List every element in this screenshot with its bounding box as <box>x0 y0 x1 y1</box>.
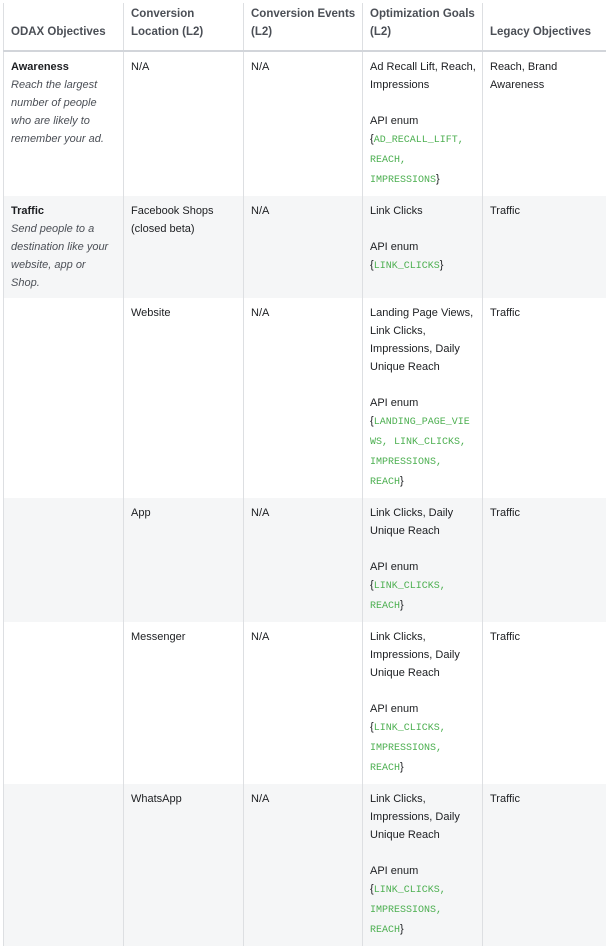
api-enum-value: REACH <box>370 925 400 936</box>
api-enum-label: API enum <box>370 700 476 718</box>
optimization-goals-text: Link Clicks, Daily Unique Reach <box>370 507 453 537</box>
api-enum-value: WS, LINK_CLICKS, <box>370 437 466 448</box>
cell-objective <box>4 622 124 784</box>
cell-objective <box>4 784 124 946</box>
table-row <box>4 298 606 498</box>
api-enum-value: REACH <box>370 763 400 774</box>
api-enum-line <box>370 920 476 940</box>
spacer <box>370 844 476 862</box>
api-enum-line <box>370 412 476 432</box>
cell-objective <box>4 196 124 298</box>
spacer <box>370 376 476 394</box>
cell-optimization-goals <box>363 498 483 622</box>
api-enum-line <box>370 758 476 778</box>
cell-conversion-location: App <box>124 498 244 622</box>
table-row <box>4 196 606 298</box>
table-row <box>4 498 606 622</box>
cell-legacy-objectives: Traffic <box>483 622 606 784</box>
objective-description: Reach the largest number of people who are likely to remember your ad. <box>11 76 117 148</box>
cell-conversion-location: Website <box>124 298 244 498</box>
api-enum-line <box>370 576 476 596</box>
cell-conversion-location: N/A <box>124 51 244 196</box>
table-row <box>4 622 606 784</box>
cell-conversion-location: Messenger <box>124 622 244 784</box>
spacer <box>370 94 476 112</box>
api-enum-line <box>370 452 476 472</box>
api-enum-line <box>370 432 476 452</box>
api-enum-line <box>370 596 476 616</box>
api-enum-value: IMPRESSIONS <box>370 175 436 186</box>
api-enum-value: LINK_CLICKS <box>374 261 440 272</box>
api-enum-label: API enum <box>370 558 476 576</box>
api-enum-line <box>370 738 476 758</box>
cell-conversion-events: N/A <box>244 51 363 196</box>
spacer <box>370 220 476 238</box>
close-brace: } <box>400 923 404 935</box>
api-enum-line <box>370 170 476 190</box>
cell-optimization-goals <box>363 622 483 784</box>
header-optimization-goals: Optimization Goals (L2) <box>363 3 483 51</box>
api-enum-value: REACH <box>370 601 400 612</box>
open-brace: { <box>370 259 374 271</box>
api-enum-value: LINK_CLICKS, <box>374 723 446 734</box>
cell-conversion-events: N/A <box>244 498 363 622</box>
close-brace: } <box>440 259 444 271</box>
table-header-row <box>4 3 606 51</box>
header-conversion-location: Conversion Location (L2) <box>124 3 244 51</box>
cell-optimization-goals <box>363 784 483 946</box>
objective-title: Awareness <box>11 58 117 76</box>
api-enum-label: API enum <box>370 238 476 256</box>
cell-conversion-events: N/A <box>244 196 363 298</box>
api-enum-line <box>370 880 476 900</box>
cell-conversion-events: N/A <box>244 298 363 498</box>
header-legacy-objectives: Legacy Objectives <box>483 3 606 51</box>
close-brace: } <box>400 599 404 611</box>
cell-legacy-objectives: Reach, Brand Awareness <box>483 51 606 196</box>
header-conversion-events: Conversion Events (L2) <box>244 3 363 51</box>
api-enum-value: LINK_CLICKS, <box>374 581 446 592</box>
spacer <box>370 682 476 700</box>
open-brace: { <box>370 721 374 733</box>
table-row <box>4 51 606 196</box>
close-brace: } <box>400 761 404 773</box>
cell-conversion-location: WhatsApp <box>124 784 244 946</box>
api-enum-value: REACH, <box>370 155 406 166</box>
api-enum-value: REACH <box>370 477 400 488</box>
table-row <box>4 784 606 946</box>
api-enum-value: LINK_CLICKS, <box>374 885 446 896</box>
api-enum-value: LANDING_PAGE_VIE <box>374 417 470 428</box>
api-enum-line <box>370 718 476 738</box>
api-enum-label: API enum <box>370 862 476 880</box>
cell-optimization-goals <box>363 298 483 498</box>
api-enum-line <box>370 130 476 150</box>
cell-conversion-events: N/A <box>244 622 363 784</box>
api-enum-value: IMPRESSIONS, <box>370 457 442 468</box>
optimization-goals-text: Link Clicks, Impressions, Daily Unique Reach <box>370 631 460 679</box>
objective-description: Send people to a destination like your website, app or Shop. <box>11 220 117 292</box>
cell-objective <box>4 51 124 196</box>
api-enum-value: IMPRESSIONS, <box>370 743 442 754</box>
cell-legacy-objectives: Traffic <box>483 298 606 498</box>
cell-optimization-goals <box>363 196 483 298</box>
header-odax-objectives: ODAX Objectives <box>4 3 124 51</box>
api-enum-label: API enum <box>370 112 476 130</box>
api-enum-line <box>370 256 476 276</box>
api-enum-line <box>370 472 476 492</box>
api-enum-value: IMPRESSIONS, <box>370 905 442 916</box>
open-brace: { <box>370 883 374 895</box>
api-enum-value: AD_RECALL_LIFT, <box>374 135 464 146</box>
open-brace: { <box>370 133 374 145</box>
api-enum-line <box>370 150 476 170</box>
optimization-goals-text: Landing Page Views, Link Clicks, Impressions, Daily Unique Reach <box>370 307 473 373</box>
cell-conversion-events: N/A <box>244 784 363 946</box>
close-brace: } <box>436 173 440 185</box>
cell-objective <box>4 498 124 622</box>
objectives-table <box>3 3 606 946</box>
cell-legacy-objectives: Traffic <box>483 196 606 298</box>
cell-conversion-location: Facebook Shops (closed beta) <box>124 196 244 298</box>
open-brace: { <box>370 579 374 591</box>
optimization-goals-text: Link Clicks <box>370 205 423 217</box>
close-brace: } <box>400 475 404 487</box>
objective-title: Traffic <box>11 202 117 220</box>
optimization-goals-text: Ad Recall Lift, Reach, Impressions <box>370 61 476 91</box>
open-brace: { <box>370 415 374 427</box>
api-enum-label: API enum <box>370 394 476 412</box>
cell-objective <box>4 298 124 498</box>
optimization-goals-text: Link Clicks, Impressions, Daily Unique Reach <box>370 793 460 841</box>
cell-legacy-objectives: Traffic <box>483 784 606 946</box>
cell-optimization-goals <box>363 51 483 196</box>
api-enum-line <box>370 900 476 920</box>
cell-legacy-objectives: Traffic <box>483 498 606 622</box>
spacer <box>370 540 476 558</box>
